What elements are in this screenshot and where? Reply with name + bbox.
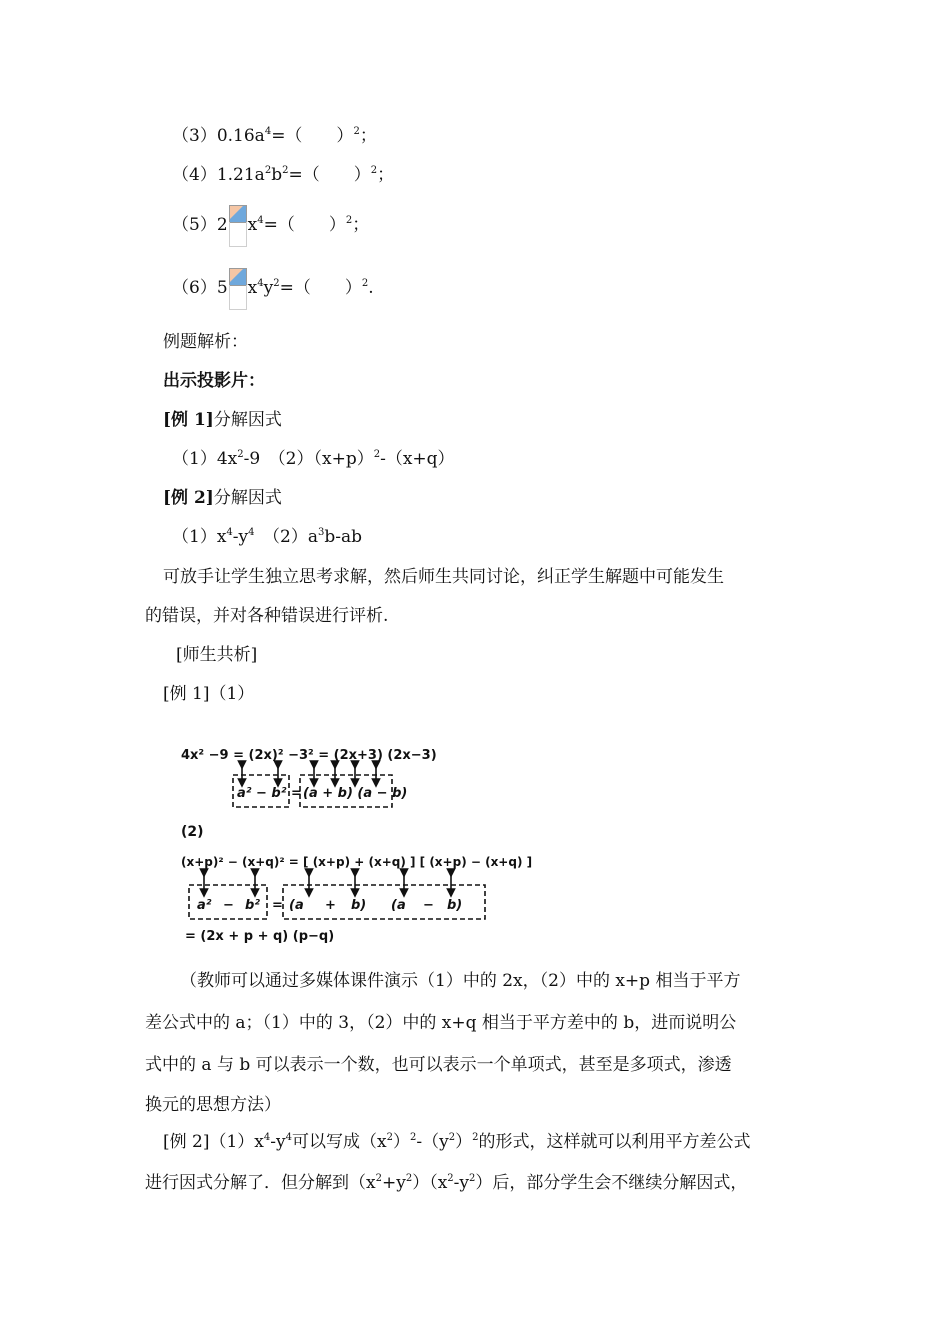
paragraph2-line1: （教师可以通过多媒体课件演示（1）中的 2x，（2）中的 x+p 相当于平方 <box>180 971 741 991</box>
box4-c: (a <box>391 898 406 913</box>
text: ）（x <box>412 1173 448 1193</box>
exercise-text: y <box>263 278 274 298</box>
exercise-text: =（ ） <box>279 278 362 298</box>
exercise-text: ； <box>352 215 370 235</box>
exercise-text: ； <box>377 165 395 185</box>
exercise-text: （3）0.16a <box>172 126 265 146</box>
eq-sign-2: = <box>272 898 283 913</box>
text: ） <box>392 1132 410 1152</box>
exercise-text: b <box>271 165 283 185</box>
analysis-heading: 例题解析： <box>163 332 248 352</box>
problem-text: -（x+q） <box>380 449 455 469</box>
exponent: 2 <box>273 278 280 289</box>
paragraph2-line3: 式中的 a 与 b 可以表示一个数，也可以表示一个单项式，甚至是多项式，渗透 <box>145 1055 732 1075</box>
exponent: 2 <box>361 278 369 289</box>
exercise-4 <box>172 164 394 186</box>
part2-label: (2) <box>181 824 204 840</box>
paragraph1-line2: 的错误，并对各种错误进行评析. <box>145 606 389 626</box>
exponent: 4 <box>248 527 255 538</box>
example1-problems <box>172 448 455 470</box>
text: [例 2]（1）x <box>163 1132 264 1152</box>
exponent: 2 <box>472 1132 479 1143</box>
box3-a: a² <box>197 898 212 913</box>
broken-image-icon <box>229 268 247 310</box>
problem-text: （1）x <box>172 527 227 547</box>
text: ） <box>455 1132 473 1152</box>
box4-b: b) <box>351 898 367 913</box>
example2-problems <box>172 526 362 548</box>
box1-text: a² − b² <box>237 786 287 801</box>
exercise-text: x <box>247 215 258 235</box>
exponent: 2 <box>353 126 360 137</box>
example1-heading <box>163 409 282 431</box>
example2-heading <box>163 487 282 509</box>
exercise-3 <box>172 125 377 147</box>
problem-text: （1）4x <box>172 449 238 469</box>
example-label: [例 1] <box>163 410 214 430</box>
exponent: 4 <box>257 278 264 289</box>
eq2-top: (x+p)² − (x+q)² = [ (x+p) + (x+q) ] [ (x+p) − (x+q) ] <box>181 855 533 869</box>
text: -y <box>453 1173 470 1193</box>
eq-sign: = <box>291 786 302 801</box>
exercise-text: =（ ） <box>288 165 371 185</box>
exponent: 2 <box>409 1132 417 1143</box>
exercise-text: （4）1.21a <box>172 165 265 185</box>
exercise-5 <box>172 203 369 247</box>
exponent: 2 <box>448 1132 456 1143</box>
eq1-top: 4x² −9 = (2x)² −3² = (2x+3) (2x−3) <box>181 748 437 763</box>
exponent: 2 <box>386 1132 393 1143</box>
slide-heading: 出示投影片： <box>163 371 265 391</box>
paragraph3-line2 <box>145 1172 747 1194</box>
paragraph3-line1 <box>163 1131 750 1153</box>
exercise-text: （5）2 <box>172 215 228 235</box>
box4-minus: − <box>423 898 434 913</box>
arrows-part2 <box>204 873 451 893</box>
text: 可以写成（x <box>292 1132 387 1152</box>
exercise-text: x <box>247 278 258 298</box>
exercise-text: . <box>368 278 374 298</box>
exercise-text: （6）5 <box>172 278 228 298</box>
paragraph2-line2: 差公式中的 a；（1）中的 3，（2）中的 x+q 相当于平方差中的 b，进而说明公 <box>145 1013 737 1033</box>
box2-text: (a + b) (a − b) <box>303 786 408 801</box>
exercise-text: =（ ） <box>271 126 354 146</box>
example1-part1-label: [例 1]（1） <box>163 684 255 704</box>
exponent: 4 <box>264 126 272 137</box>
exponent: 4 <box>226 527 233 538</box>
exercise-6 <box>172 266 374 310</box>
teacher-student-label: [师生共析] <box>176 645 258 665</box>
exponent: 2 <box>405 1173 413 1184</box>
arrows-part1 <box>242 765 376 783</box>
text: -y <box>270 1132 286 1152</box>
example-title: 分解因式 <box>213 488 282 508</box>
box4-d: b) <box>447 898 463 913</box>
box3-minus: − <box>223 898 234 913</box>
exponent: 2 <box>447 1173 454 1184</box>
exponent: 4 <box>263 1132 271 1143</box>
text: +y <box>381 1173 406 1193</box>
problem-text: （2）a <box>254 527 318 547</box>
exponent: 4 <box>257 215 264 226</box>
example-label: [例 2] <box>163 488 214 508</box>
exercise-text: ； <box>359 126 377 146</box>
example-title: 分解因式 <box>213 410 282 430</box>
paragraph1-line1: 可放手让学生独立思考求解，然后师生共同讨论，纠正学生解题中可能发生 <box>163 567 724 587</box>
box3-b: b² <box>245 898 260 913</box>
problem-text: -9 （2）（x+p） <box>243 449 374 469</box>
text: -（y <box>416 1132 449 1152</box>
problem-text: -y <box>232 527 249 547</box>
exponent: 2 <box>373 449 381 460</box>
exponent: 3 <box>317 527 325 538</box>
factoring-diagram <box>175 735 533 950</box>
eq2-result: = (2x + p + q) (p−q) <box>185 929 335 944</box>
exponent: 2 <box>469 1173 476 1184</box>
text: 进行因式分解了．但分解到（x <box>145 1173 376 1193</box>
text: ）后，部分学生会不继续分解因式， <box>475 1173 748 1193</box>
box4-plus: + <box>325 898 336 913</box>
exponent: 2 <box>282 165 289 176</box>
exponent: 2 <box>370 165 378 176</box>
text: 的形式，这样就可以利用平方差公式 <box>478 1132 751 1152</box>
exercise-text: =（ ） <box>263 215 346 235</box>
exponent: 4 <box>285 1132 292 1143</box>
broken-image-icon <box>229 205 247 247</box>
exponent: 2 <box>237 449 244 460</box>
exponent: 2 <box>264 165 272 176</box>
paragraph2-line4: 换元的思想方法） <box>145 1095 281 1115</box>
problem-text: b-ab <box>324 527 362 547</box>
exponent: 2 <box>345 215 353 226</box>
box4-a: (a <box>289 898 304 913</box>
exponent: 2 <box>375 1173 382 1184</box>
